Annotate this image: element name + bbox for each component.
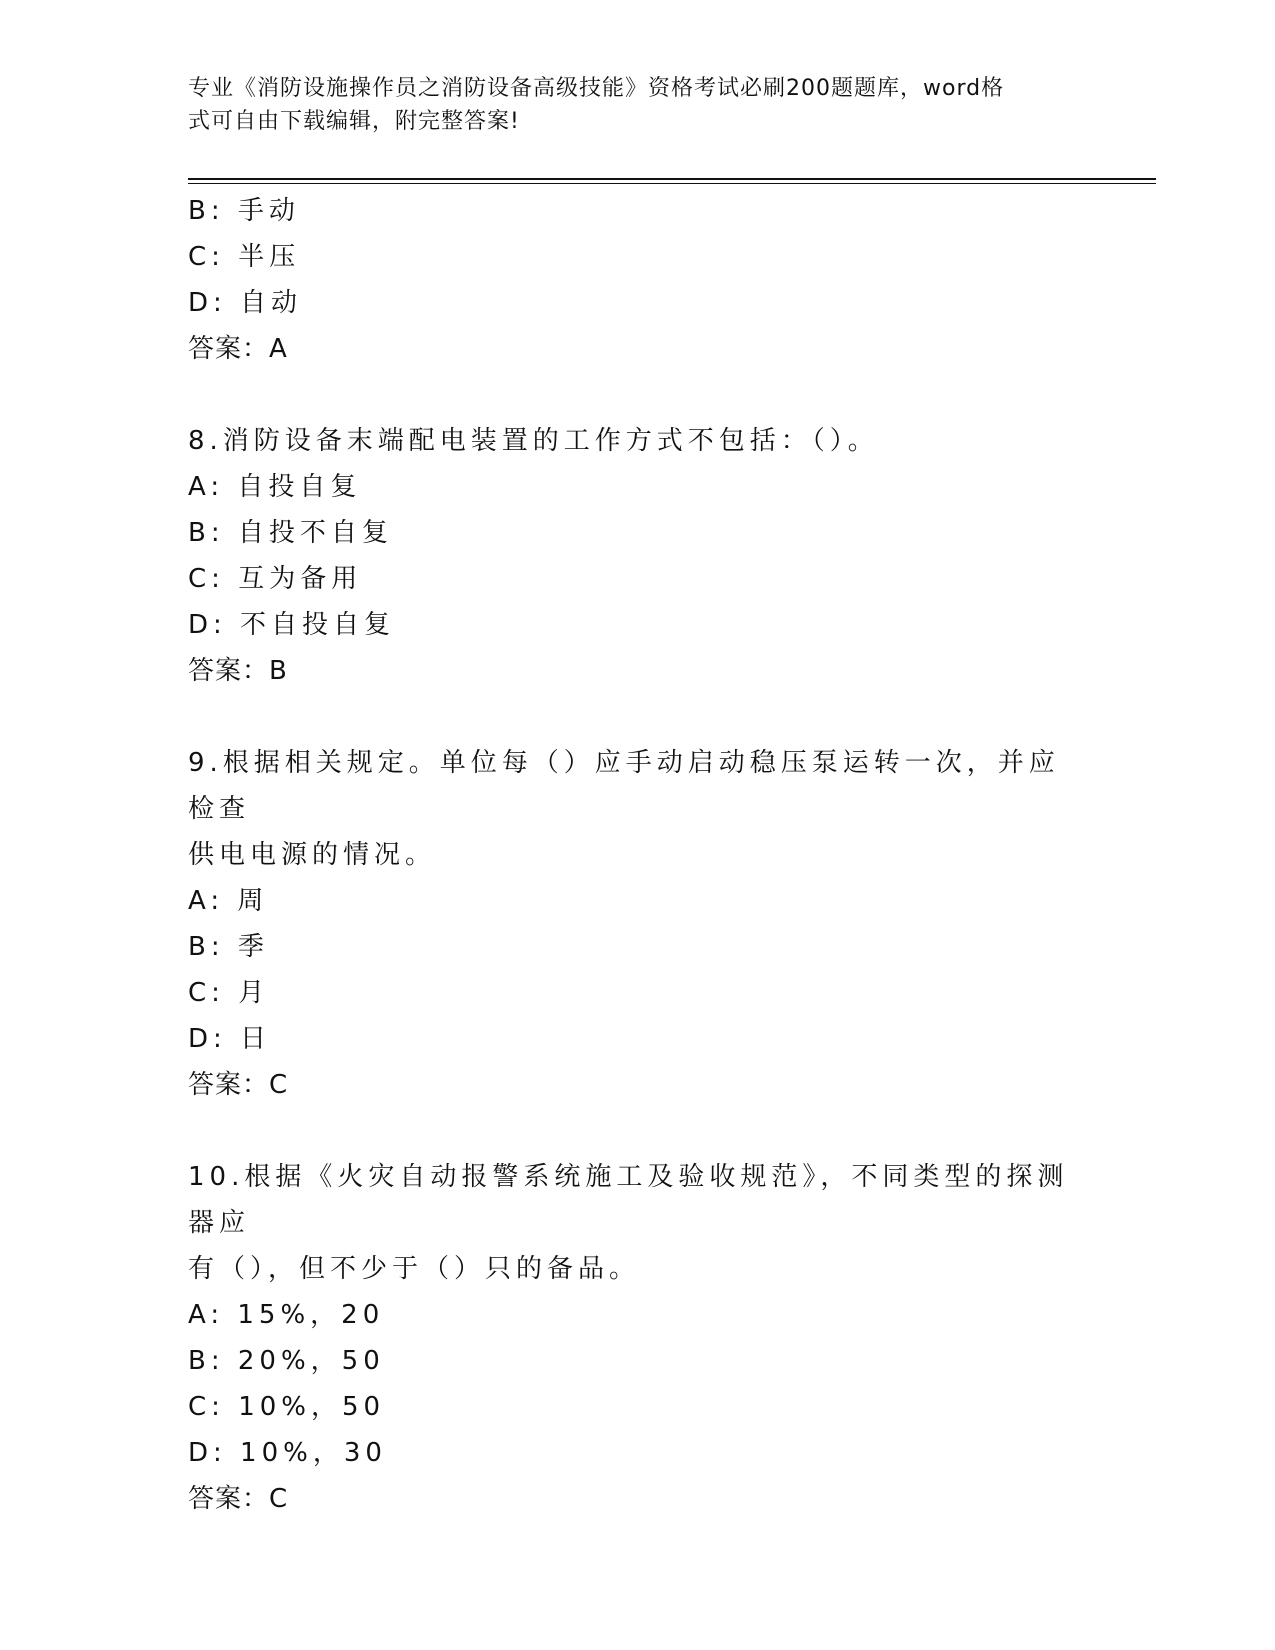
option-b (188, 188, 1088, 234)
option-b (188, 1338, 1088, 1384)
spacer (188, 1108, 1088, 1154)
spacer (188, 372, 1088, 418)
option-a (188, 1292, 1088, 1338)
option-key: A: (188, 472, 225, 502)
option-key: B: (188, 932, 225, 962)
question-7-continued (188, 188, 1088, 372)
option-b (188, 510, 1088, 556)
answer-line: 答案：B (188, 656, 288, 686)
option-key: D: (188, 288, 227, 318)
option-b (188, 924, 1088, 970)
option-text: 周 (237, 886, 269, 916)
question-stem-line-2: 供电电源的情况。 (188, 840, 437, 870)
option-key: C: (188, 1392, 225, 1422)
option-text: 20%，50 (237, 1346, 385, 1376)
option-text: 自动 (240, 288, 303, 318)
option-a (188, 878, 1088, 924)
option-key: B: (188, 196, 225, 226)
option-c (188, 234, 1088, 280)
option-text: 10%，50 (238, 1392, 386, 1422)
header-divider-thin (188, 183, 1156, 184)
header-line-1: 专业《消防设施操作员之消防设备高级技能》资格考试必刷200题题库，word格 (188, 76, 1005, 101)
header-line-2: 式可自由下载编辑，附完整答案! (188, 109, 520, 134)
option-key: D: (188, 1024, 227, 1054)
question-8 (188, 418, 1088, 694)
option-text: 互为备用 (238, 564, 363, 594)
option-text: 15%，20 (237, 1300, 385, 1330)
option-d (188, 1016, 1088, 1062)
spacer (188, 694, 1088, 740)
option-key: A: (188, 1300, 225, 1330)
option-text: 日 (240, 1024, 272, 1054)
option-text: 季 (237, 932, 269, 962)
question-10 (188, 1154, 1088, 1522)
option-d (188, 602, 1088, 648)
option-text: 自投自复 (237, 472, 362, 502)
question-stem-line-1: 10.根据《火灾自动报警系统施工及验收规范》，不同类型的探测器应 (188, 1162, 1069, 1238)
option-a (188, 464, 1088, 510)
option-text: 自投不自复 (237, 518, 393, 548)
option-text: 月 (238, 978, 270, 1008)
option-key: B: (188, 1346, 225, 1376)
answer-line: 答案：C (188, 1070, 289, 1100)
option-c (188, 970, 1088, 1016)
option-d (188, 1430, 1088, 1476)
option-key: C: (188, 242, 225, 272)
option-text: 半压 (238, 242, 301, 272)
option-c (188, 1384, 1088, 1430)
option-c (188, 556, 1088, 602)
option-key: D: (188, 610, 227, 640)
option-key: B: (188, 518, 225, 548)
option-key: D: (188, 1438, 227, 1468)
option-text: 手动 (237, 196, 300, 226)
answer-line: 答案：A (188, 334, 288, 364)
document-header (188, 72, 1068, 138)
question-stem-line-1: 9.根据相关规定。单位每（）应手动启动稳压泵运转一次，并应检查 (188, 748, 1060, 824)
option-key: C: (188, 564, 225, 594)
question-stem-line-2: 有（），但不少于（）只的备品。 (188, 1254, 641, 1284)
option-d (188, 280, 1088, 326)
question-stem: 8.消防设备末端配电装置的工作方式不包括：（）。 (188, 426, 879, 456)
question-list (188, 188, 1088, 1522)
answer-line: 答案：C (188, 1484, 289, 1514)
header-divider-thick (188, 178, 1156, 180)
option-text: 不自投自复 (240, 610, 396, 640)
question-9 (188, 740, 1088, 1108)
option-key: C: (188, 978, 225, 1008)
option-key: A: (188, 886, 225, 916)
option-text: 10%，30 (240, 1438, 387, 1468)
